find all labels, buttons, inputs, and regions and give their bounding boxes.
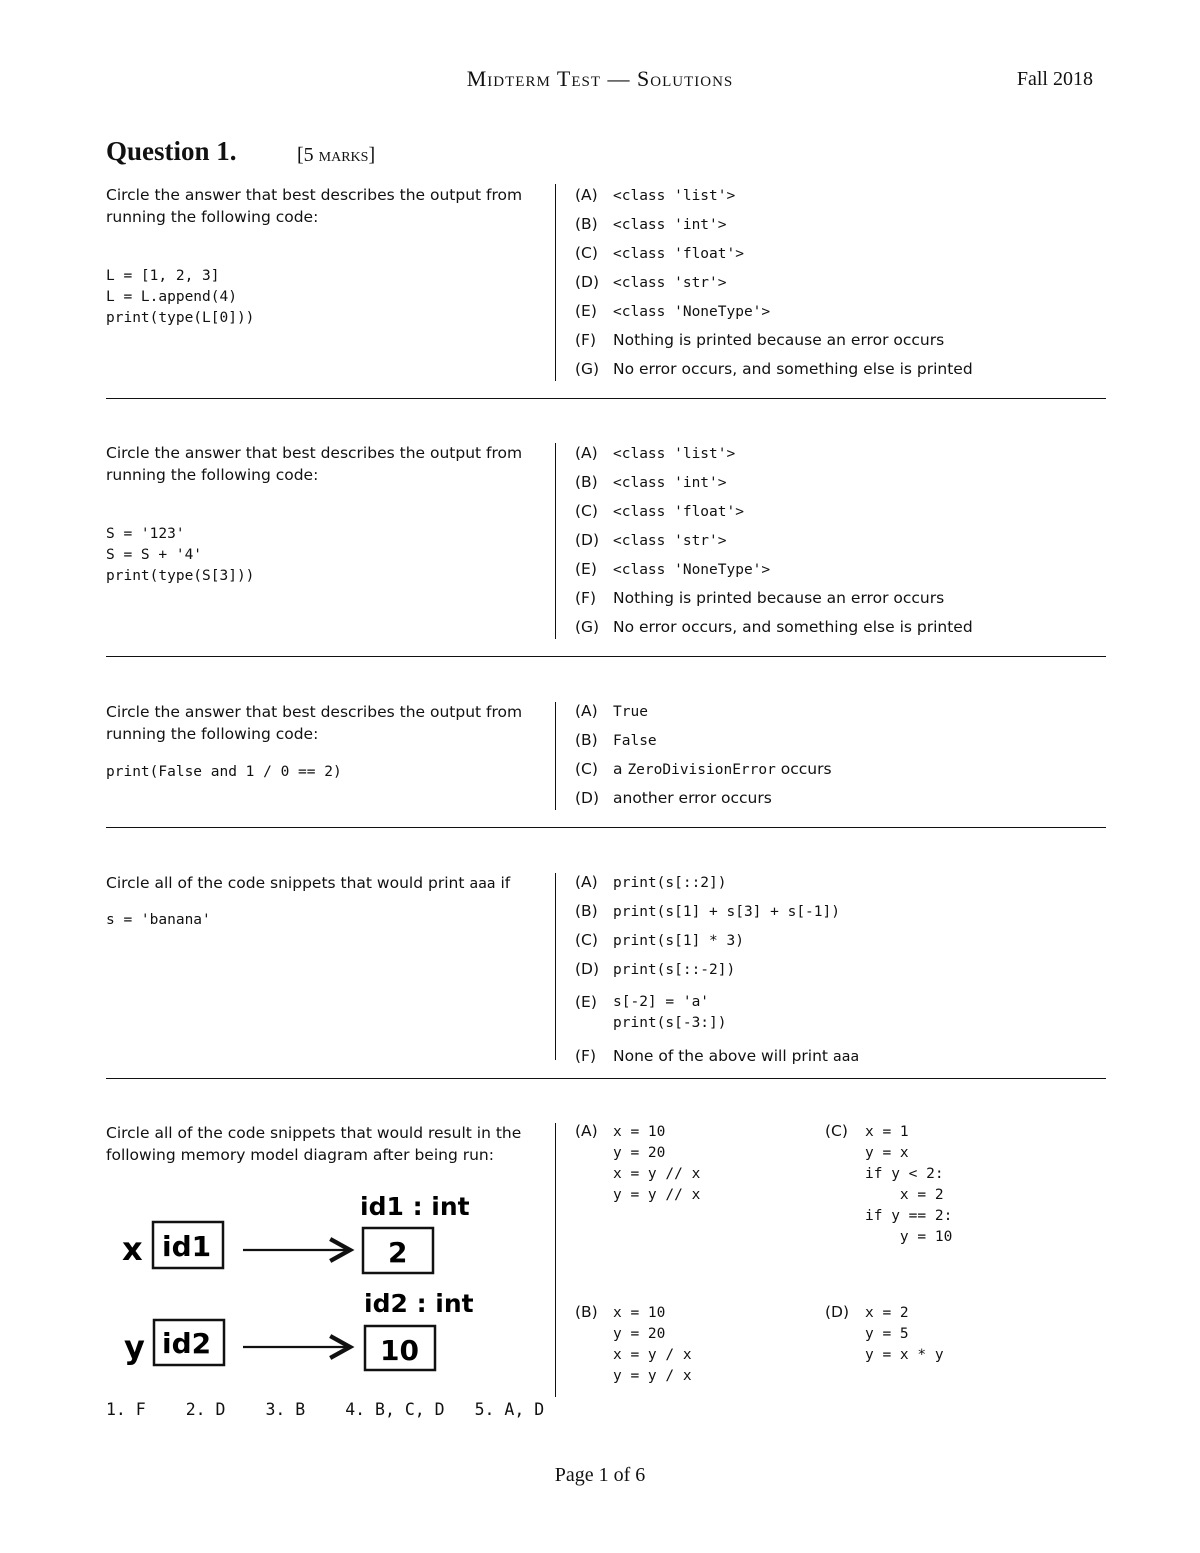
code-line: x = 2 <box>865 1305 909 1321</box>
code-line: y = x <box>865 1145 909 1161</box>
option-label: (A) <box>575 1122 598 1140</box>
option-lines <box>865 1122 952 1248</box>
section-divider <box>106 1078 1106 1079</box>
page-header-term: Fall 2018 <box>1016 68 1093 90</box>
option-a[interactable] <box>575 439 973 468</box>
solutions-answers <box>106 1400 544 1419</box>
var-id-y: id2 <box>162 1327 212 1360</box>
part1-prompt: Circle the answer that best describes the output from running the following code: <box>106 186 523 226</box>
option-g[interactable] <box>575 613 973 642</box>
option-d[interactable] <box>575 268 973 297</box>
option-text: <class 'float'> <box>613 246 744 262</box>
object-value-id2: 10 <box>380 1334 419 1367</box>
question-marks: [5 marks] <box>297 144 376 166</box>
option-text-mono: ZeroDivisionError <box>627 762 776 778</box>
part5-prompt: Circle all of the code snippets that would result in the following memory model diagram after being run: <box>106 1124 522 1164</box>
part1-divider <box>555 184 556 381</box>
option-label: (C) <box>575 502 598 520</box>
var-name-y: y <box>124 1328 145 1366</box>
option-label: (A) <box>575 873 598 891</box>
option-text: print(s[::2]) <box>613 875 727 891</box>
option-text: No error occurs, and something else is printed <box>613 360 973 378</box>
option-text: print(s[::-2]) <box>613 962 736 978</box>
part2-options <box>575 439 973 642</box>
option-label: (B) <box>575 473 598 491</box>
option-text: <class 'NoneType'> <box>613 562 771 578</box>
section-divider <box>106 398 1106 399</box>
part4-code <box>106 910 211 931</box>
option-c[interactable] <box>575 755 832 784</box>
option-label: (B) <box>575 731 598 749</box>
option-label: (A) <box>575 702 598 720</box>
option-lines <box>613 1303 692 1387</box>
option-label: (E) <box>575 302 597 320</box>
option-b[interactable] <box>575 897 859 926</box>
part2-code <box>106 503 254 587</box>
answer-1: 1. F <box>106 1400 146 1419</box>
option-f[interactable] <box>575 584 973 613</box>
var-name-x: x <box>122 1230 143 1268</box>
option-text-post: occurs <box>775 760 832 778</box>
option-label: (D) <box>575 789 600 807</box>
option-g[interactable] <box>575 355 973 384</box>
option-c[interactable] <box>575 926 859 955</box>
code-line: S = S + '4' <box>106 547 203 563</box>
option-e[interactable] <box>575 297 973 326</box>
option-e[interactable] <box>575 555 973 584</box>
option-a[interactable] <box>575 697 832 726</box>
option-c[interactable] <box>575 497 973 526</box>
part4-prompt <box>106 872 546 895</box>
option-label: (C) <box>575 244 598 262</box>
option-e[interactable] <box>575 984 859 1042</box>
option-label: (B) <box>575 215 598 233</box>
option-text-pre: None of the above will print <box>613 1047 833 1065</box>
answer-2: 2. D <box>185 1400 226 1419</box>
code-line: if y < 2: <box>865 1166 944 1182</box>
part1-code <box>106 245 254 329</box>
option-c[interactable] <box>575 239 973 268</box>
option-lines <box>865 1303 944 1366</box>
answer-4: 4. B, C, D <box>345 1400 445 1419</box>
prompt-text-pre: Circle all of the code snippets that would print <box>106 874 470 892</box>
code-line: print(type(L[0])) <box>106 310 255 326</box>
option-label: (C) <box>575 931 598 949</box>
option-label: (D) <box>825 1303 850 1321</box>
code-line: y = 20 <box>613 1326 666 1342</box>
option-d[interactable] <box>575 784 832 813</box>
option-text: <class 'str'> <box>613 533 727 549</box>
section-divider <box>106 827 1106 828</box>
option-b[interactable] <box>575 210 973 239</box>
option-label: (B) <box>575 1303 598 1321</box>
part1-options <box>575 181 973 384</box>
option-d[interactable] <box>575 526 973 555</box>
part5-divider <box>555 1123 556 1397</box>
option-text: <class 'NoneType'> <box>613 304 771 320</box>
option-text: <class 'list'> <box>613 188 736 204</box>
option-label: (A) <box>575 186 598 204</box>
option-b[interactable] <box>575 468 973 497</box>
code-line: y = 5 <box>865 1326 909 1342</box>
option-label: (D) <box>575 273 600 291</box>
option-label: (F) <box>575 331 597 349</box>
part3-options <box>575 697 832 813</box>
option-label: (D) <box>575 531 600 549</box>
option-text: <class 'float'> <box>613 504 744 520</box>
option-lines <box>613 992 727 1034</box>
option-label: (E) <box>575 560 597 578</box>
option-label: (B) <box>575 902 598 920</box>
code-line: s = 'banana' <box>106 912 211 928</box>
option-text: No error occurs, and something else is printed <box>613 618 973 636</box>
code-line: print(type(S[3])) <box>106 568 255 584</box>
option-text-pre: a <box>613 760 628 778</box>
answer-3: 3. B <box>265 1400 306 1419</box>
option-a[interactable] <box>575 868 859 897</box>
var-id-x: id1 <box>162 1230 212 1263</box>
option-lines <box>613 1122 700 1206</box>
option-text: False <box>613 733 657 749</box>
code-line: L = [1, 2, 3] <box>106 268 220 284</box>
option-text: another error occurs <box>613 789 772 807</box>
option-text: True <box>613 704 648 720</box>
part3-divider <box>555 702 556 810</box>
option-text: <class 'list'> <box>613 446 736 462</box>
code-line: y = y // x <box>613 1187 701 1203</box>
option-a[interactable] <box>575 181 973 210</box>
memory-model-diagram <box>110 1180 510 1380</box>
option-label: (C) <box>825 1122 848 1140</box>
option-text: Nothing is printed because an error occurs <box>613 331 945 349</box>
prompt-text-mono: aaa <box>469 876 496 892</box>
code-line: y = x * y <box>865 1347 944 1363</box>
question-title: Question 1. <box>106 136 237 166</box>
option-label: (G) <box>575 360 600 378</box>
option-label: (F) <box>575 589 597 607</box>
part4-divider <box>555 873 556 1060</box>
option-text: <class 'int'> <box>613 475 727 491</box>
part3-code <box>106 762 342 783</box>
code-line: x = y / x <box>613 1347 692 1363</box>
prompt-text-post: if <box>495 874 511 892</box>
code-line: x = 2 <box>865 1187 944 1203</box>
option-text: Nothing is printed because an error occurs <box>613 589 945 607</box>
code-line: if y == 2: <box>865 1208 953 1224</box>
part2-prompt: Circle the answer that best describes the output from running the following code: <box>106 444 523 484</box>
code-line: print(s[-3:]) <box>613 1015 727 1031</box>
answer-5: 5. A, D <box>474 1400 545 1419</box>
option-text: <class 'int'> <box>613 217 727 233</box>
page-header-title: Midterm Test — Solutions <box>466 66 734 91</box>
object-value-id1: 2 <box>388 1236 408 1269</box>
code-line: y = 10 <box>865 1229 953 1245</box>
option-text-mono: aaa <box>832 1049 860 1065</box>
code-line: s[-2] = 'a' <box>613 994 710 1010</box>
option-f[interactable] <box>575 1042 859 1071</box>
part4-options <box>575 868 859 1071</box>
code-line: y = 20 <box>613 1145 666 1161</box>
part3-prompt: Circle the answer that best describes the output from running the following code: <box>106 703 523 743</box>
option-text: print(s[1] + s[3] + s[-1]) <box>613 904 840 920</box>
option-text: print(s[1] * 3) <box>613 933 744 949</box>
option-label: (A) <box>575 444 598 462</box>
section-divider <box>106 656 1106 657</box>
option-label: (F) <box>575 1047 597 1065</box>
option-b[interactable] <box>575 726 832 755</box>
object-label-id1: id1 : int <box>360 1192 470 1221</box>
code-line: print(False and 1 / 0 == 2) <box>106 764 342 780</box>
option-label: (G) <box>575 618 600 636</box>
code-line: x = 10 <box>613 1305 666 1321</box>
object-label-id2: id2 : int <box>364 1289 474 1318</box>
part2-divider <box>555 443 556 639</box>
code-line: x = 10 <box>613 1124 666 1140</box>
code-line: y = y / x <box>613 1368 692 1384</box>
code-line: x = 1 <box>865 1124 909 1140</box>
option-f[interactable] <box>575 326 973 355</box>
option-label: (E) <box>575 993 597 1011</box>
option-label: (C) <box>575 760 598 778</box>
option-text: <class 'str'> <box>613 275 727 291</box>
page-footer: Page 1 of 6 <box>554 1464 646 1486</box>
code-line: S = '123' <box>106 526 185 542</box>
code-line: L = L.append(4) <box>106 289 237 305</box>
option-label: (D) <box>575 960 600 978</box>
option-d[interactable] <box>575 955 859 984</box>
code-line: x = y // x <box>613 1166 701 1182</box>
